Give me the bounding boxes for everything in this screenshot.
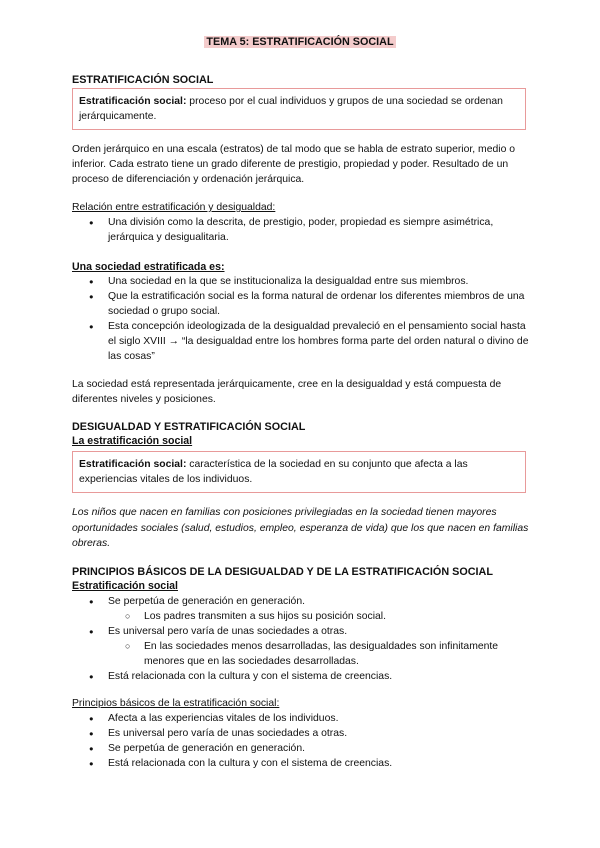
page-title: TEMA 5: ESTRATIFICACIÓN SOCIAL (206, 36, 394, 48)
section-heading-desigualdad: DESIGUALDAD Y ESTRATIFICACIÓN SOCIAL (72, 421, 306, 433)
definition-term: Estratificación social: (79, 96, 187, 107)
paragraph-orden-jerarquico: Orden jerárquico en una escala (estratos) de tal modo que se habla de estrato superior, medio o inferior. Cada estrato tiene un grado diferente de prestigio, propiedad y poder. Resultado de un proceso de diferenciación y ordenación jerárquica. (72, 144, 516, 186)
sub-list-item: ○ Los padres transmiten a sus hijos su posición social. (72, 609, 534, 624)
stratified-list (72, 274, 534, 364)
list-item: ● Se perpetúa de generación en generación. (72, 741, 534, 756)
subheading-principios-basicos: Principios básicos de la estratificación social: (72, 698, 280, 709)
page-title-wrap (0, 36, 600, 48)
list-item: ● Está relacionada con la cultura y con el sistema de creencias. (72, 669, 534, 684)
example-italic-paragraph: Los niños que nacen en familias con posiciones privilegiadas en la sociedad tienen mayores oportunidades sociales (salud, estudios, empleo, esperanza de vida) que los que nacen en familias obreras. (72, 507, 529, 549)
list-item: ● Se perpetúa de generación en generación. (72, 594, 534, 609)
principles-list (72, 711, 534, 771)
definition-box-2 (72, 451, 526, 493)
list-item: ● Es universal pero varía de unas sociedades a otras. (72, 624, 534, 639)
definition-term: Estratificación social: (79, 459, 187, 470)
subheading-la-estratificacion: La estratificación social (72, 435, 193, 447)
definition-box-1 (72, 88, 526, 130)
relation-list (72, 215, 534, 245)
list-item: ● Una división como la descrita, de prestigio, poder, propiedad es siempre asimétrica, jerárquica y desigualitaria. (72, 215, 534, 245)
definition-text: proceso por el cual individuos y grupos de una sociedad se ordenan jerárquicamente. (79, 96, 503, 122)
subheading-relacion: Relación entre estratificación y desigualdad: (72, 202, 276, 213)
list-item: ● Una sociedad en la que se institucionaliza la desigualdad entre sus miembros. (72, 274, 534, 289)
list-item: ● Afecta a las experiencias vitales de los individuos. (72, 711, 534, 726)
section-heading-estratificacion: ESTRATIFICACIÓN SOCIAL (72, 74, 214, 86)
paragraph-sociedad-representada: La sociedad está representada jerárquicamente, cree en la desigualdad y está compuesta de diferentes niveles y posiciones. (72, 379, 502, 406)
subheading-estratificacion-social: Estratificación social (72, 580, 178, 592)
list-item: ● Está relacionada con la cultura y con el sistema de creencias. (72, 756, 534, 771)
principles-nested-list (72, 594, 534, 684)
subheading-sociedad-estratificada: Una sociedad estratificada es: (72, 261, 225, 273)
list-item: ● Esta concepción ideologizada de la desigualdad prevaleció en el pensamiento social hasta el siglo XVIII → “la desigualdad entre los hombres forma parte del orden natural o divino de las cosas” (72, 319, 534, 364)
sub-list-item: ○ En las sociedades menos desarrolladas, las desigualdades son infinitamente menores que en las sociedades desarrolladas. (72, 639, 534, 669)
definition-text: característica de la sociedad en su conjunto que afecta a las experiencias vitales de los individuos. (79, 459, 468, 485)
section-heading-principios: PRINCIPIOS BÁSICOS DE LA DESIGUALDAD Y DE LA ESTRATIFICACIÓN SOCIAL (72, 566, 493, 578)
list-item: ● Que la estratificación social es la forma natural de ordenar los diferentes miembros de una sociedad o grupo social. (72, 289, 534, 319)
list-item: ● Es universal pero varía de unas sociedades a otras. (72, 726, 534, 741)
